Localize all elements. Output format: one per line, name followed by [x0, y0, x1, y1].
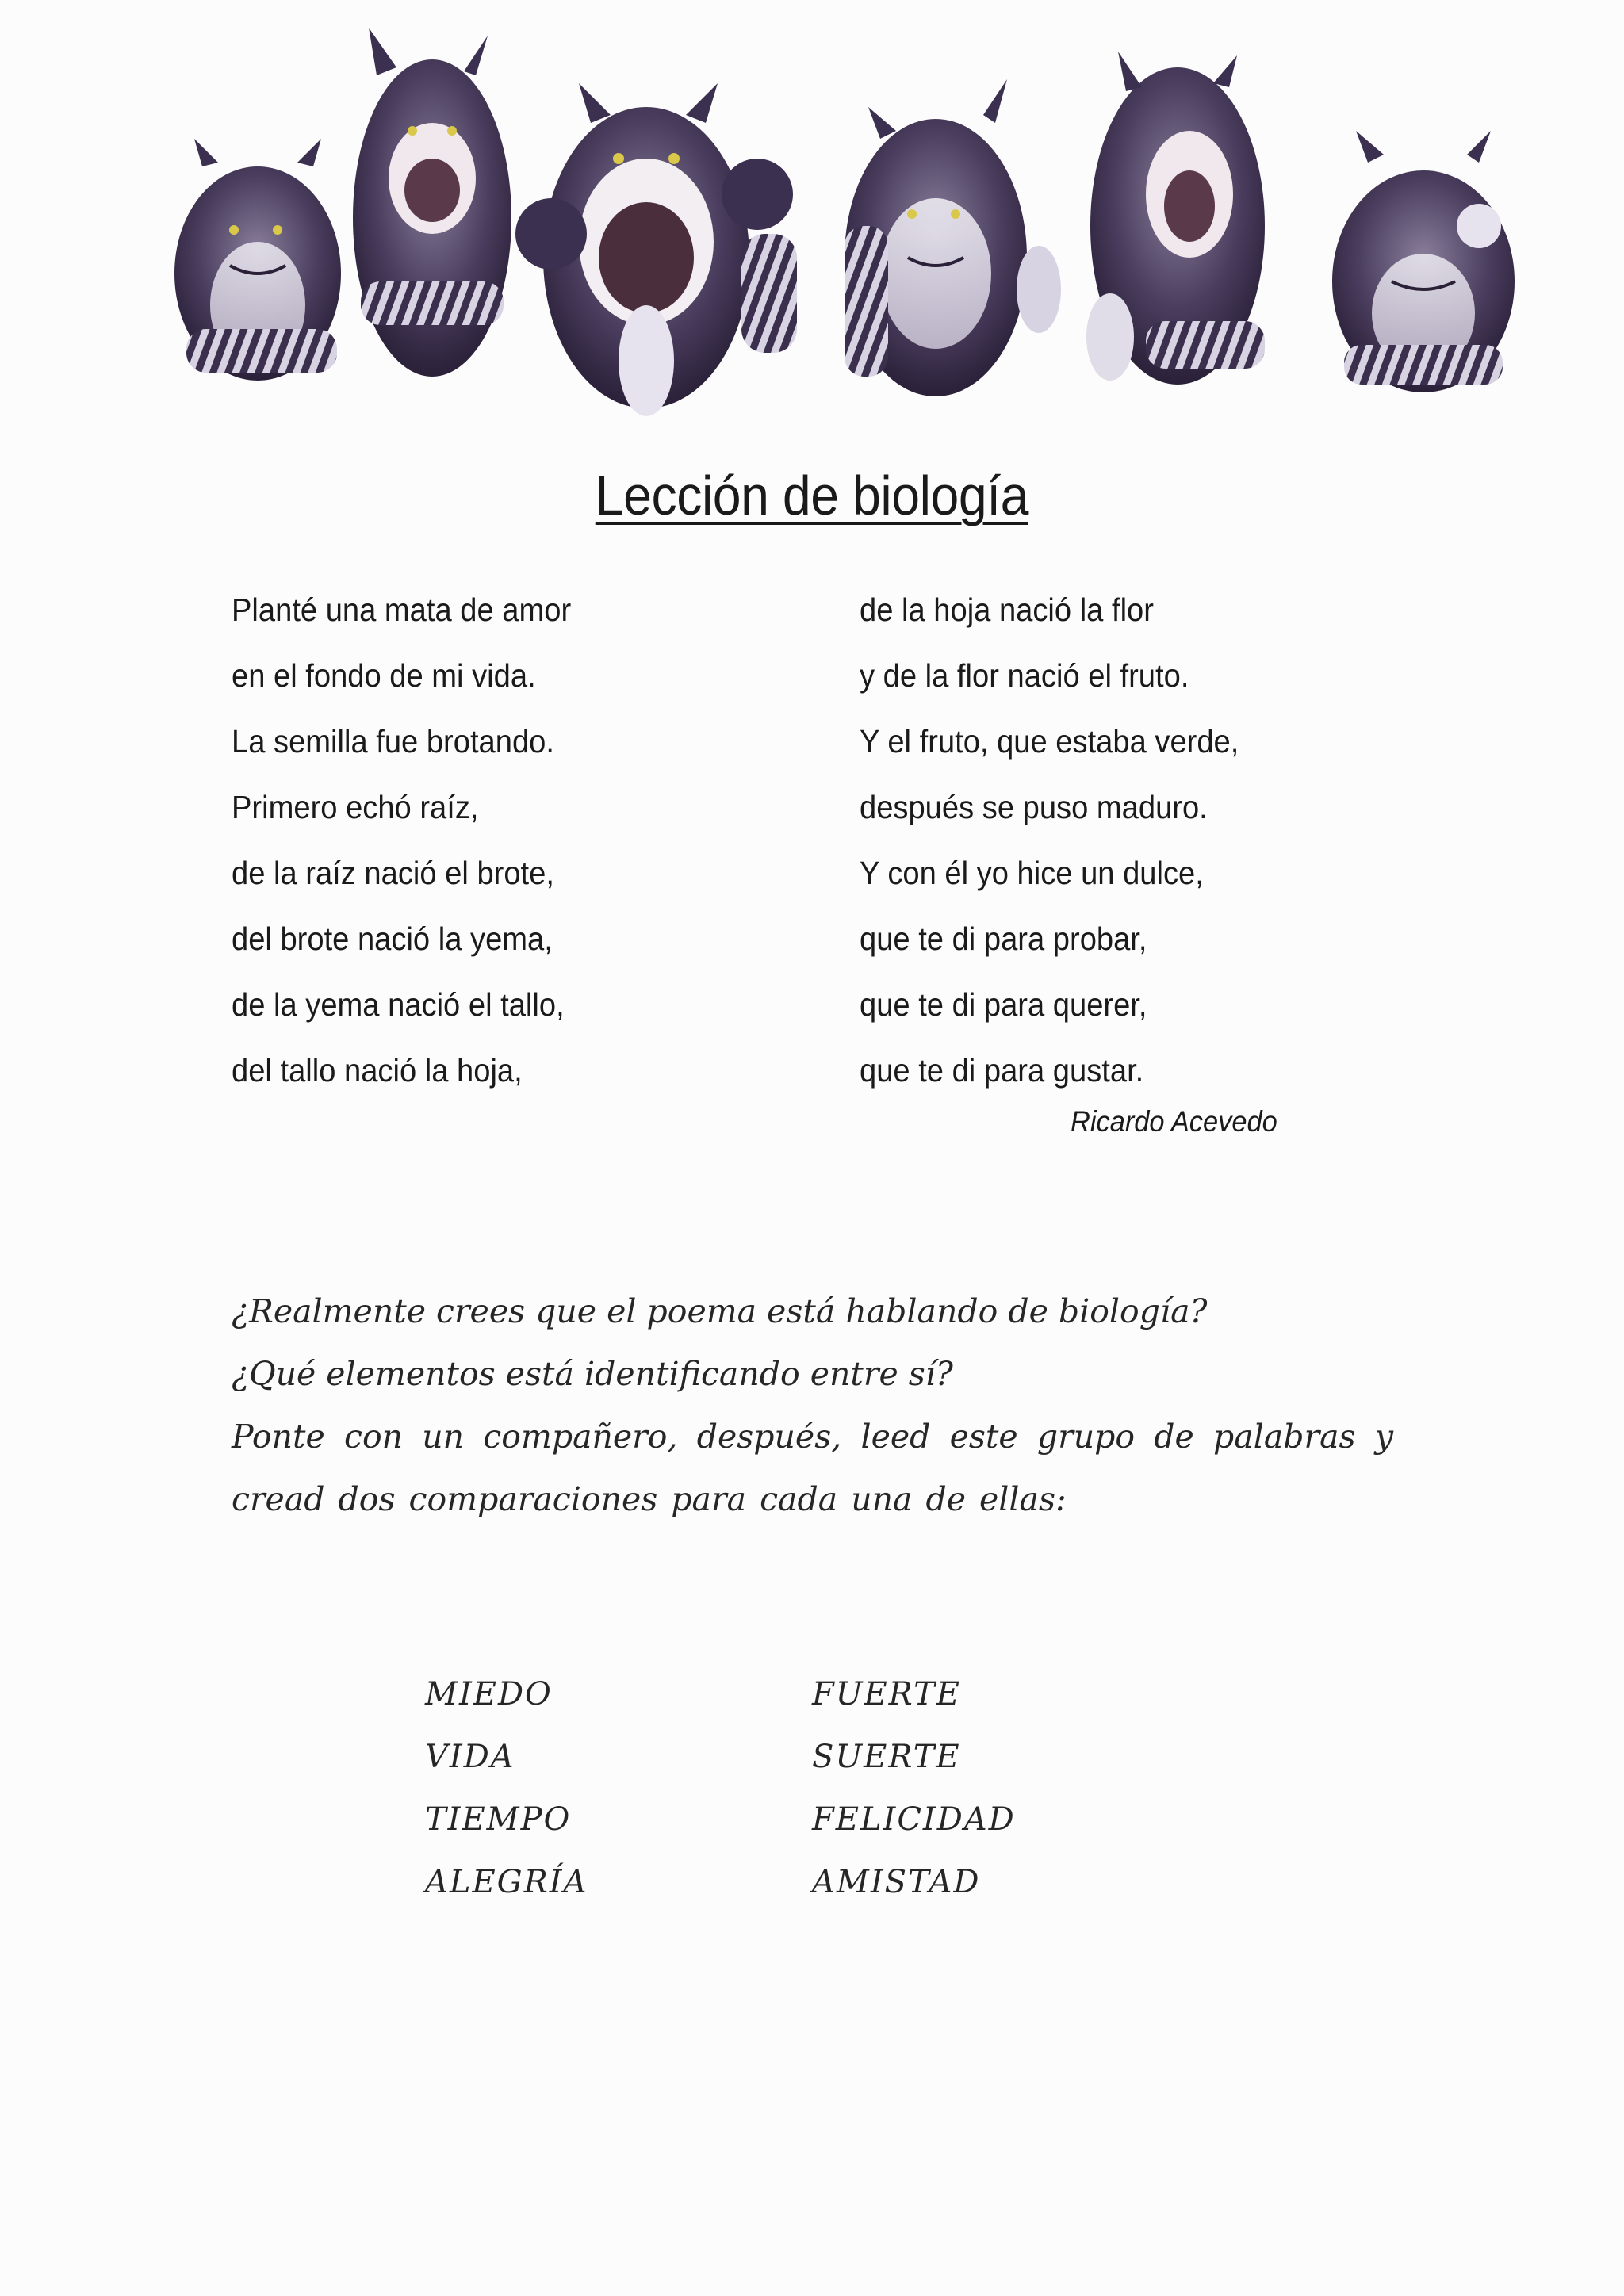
word-item: AMISTAD [812, 1864, 981, 1900]
poem-verse: que te di para querer, [860, 986, 1147, 1023]
monster-4 [845, 79, 1061, 396]
poem-verse: de la raíz nació el brote, [232, 855, 554, 891]
question-2: ¿Qué elementos está identificando entre sí? [232, 1355, 953, 1393]
monster-1 [174, 139, 341, 381]
poem-verse: en el fondo de mi vida. [232, 657, 536, 694]
word-item: FUERTE [812, 1676, 961, 1712]
monster-2 [353, 28, 511, 377]
monster-3 [515, 83, 797, 416]
monsters-illustration [170, 20, 1522, 432]
monster-5 [1086, 52, 1265, 385]
word-item: SUERTE [812, 1739, 961, 1775]
poem-author: Ricardo Acevedo [1071, 1105, 1277, 1138]
poem-verse: La semilla fue brotando. [232, 723, 554, 760]
page-title-text: Lección de biología [595, 465, 1029, 526]
page-title [0, 460, 1624, 531]
poem-verse: de la hoja nació la flor [860, 591, 1154, 628]
poem-verse: y de la flor nació el fruto. [860, 657, 1189, 694]
monster-6 [1332, 131, 1515, 392]
word-item: VIDA [425, 1739, 515, 1775]
poem-verse: de la yema nació el tallo, [232, 986, 565, 1023]
poem-left-column [232, 577, 596, 1104]
poem-verse: después se puso maduro. [860, 789, 1208, 825]
poem-verse: Y con él yo hice un dulce, [860, 855, 1204, 891]
word-list-left [425, 1663, 588, 1914]
word-item: MIEDO [425, 1676, 553, 1712]
poem-verse: Planté una mata de amor [232, 591, 572, 628]
poem-verse: que te di para gustar. [860, 1052, 1144, 1089]
poem-verse: Y el fruto, que estaba verde, [860, 723, 1239, 760]
poem-verse: Primero echó raíz, [232, 789, 479, 825]
word-item: FELICIDAD [812, 1801, 1016, 1838]
poem-right-column [860, 577, 1267, 1104]
poem-verse: del tallo nació la hoja, [232, 1052, 523, 1089]
instruction-text: Ponte con un compañero, después, leed este grupo de palabras y cread dos comparaciones para cada una de ellas: [232, 1418, 1393, 1518]
question-1: ¿Realmente crees que el poema está hablando de biología? [232, 1292, 1208, 1330]
word-list-right [812, 1663, 1016, 1914]
questions-block [232, 1280, 1393, 1531]
word-item: ALEGRÍA [425, 1864, 588, 1900]
poem-verse: que te di para probar, [860, 920, 1147, 957]
word-item: TIEMPO [425, 1801, 572, 1838]
poem-verse: del brote nació la yema, [232, 920, 553, 957]
